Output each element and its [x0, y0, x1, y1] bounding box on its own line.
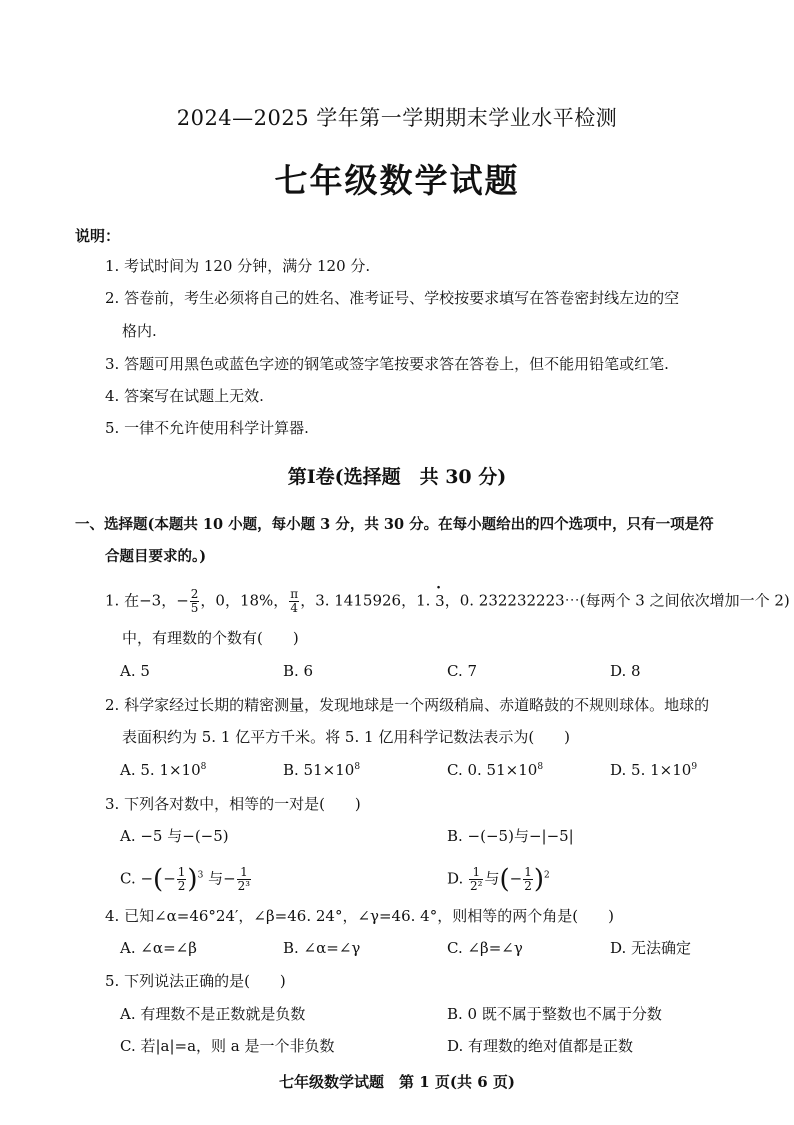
fraction: [523, 866, 533, 893]
option-c: C. 7: [447, 662, 478, 680]
instruction-item: 2. 答卷前，考生必须将自己的姓名、准考证号、学校按要求填写在答卷密封线左边的空: [105, 289, 680, 307]
fraction-num: 1: [177, 865, 186, 879]
fraction-num: 1: [237, 866, 251, 880]
right-paren: ): [187, 864, 198, 895]
fraction: [289, 588, 299, 615]
exam-title: 七年级数学试题: [274, 161, 520, 200]
instruction-item: 3. 答题可用黑色或蓝色字迹的钢笔或签字笔按要求答在答卷上，但不能用铅笔或红笔.: [105, 355, 669, 373]
question-4-stem: 4. 已知∠α=46°24′，∠β=46. 24°，∠γ=46. 4°，则相等的两个角是( ): [105, 907, 614, 925]
option-a: [120, 760, 206, 780]
left-paren: (: [153, 864, 164, 895]
q1-text: ，3. 1415926，1.: [300, 591, 436, 610]
fraction-num: 2: [190, 587, 199, 601]
fraction-den: 4: [290, 601, 299, 615]
page-footer: 七年级数学试题 第 1 页(共 6 页): [279, 1073, 515, 1091]
fraction-num: π: [290, 587, 299, 601]
option-c: C. ∠β=∠γ: [447, 939, 523, 957]
fraction: [177, 866, 187, 893]
option-d: D. 无法确定: [610, 939, 692, 957]
repeating-digit: · 3: [435, 591, 445, 611]
exponent: 3: [197, 870, 204, 881]
question-2-stem: 2. 科学家经过长期的精密测量，发现地球是一个两级稍扁、赤道略鼓的不规则球体。地球的: [105, 696, 710, 714]
right-paren: ): [533, 864, 545, 895]
exponent: 9: [691, 762, 698, 772]
exponent: 8: [354, 762, 361, 772]
option-c: [447, 760, 543, 780]
question-5-stem: 5. 下列说法正确的是( ): [105, 972, 286, 990]
section-heading: 一、选择题(本题共 10 小题，每小题 3 分，共 30 分。在每小题给出的四个选项中，只有一项是符: [75, 516, 714, 533]
option-b: B. ∠α=∠γ: [283, 939, 361, 957]
instruction-item: 格内.: [122, 322, 157, 340]
option-a: A. 5: [120, 662, 150, 680]
exponent: 8: [537, 762, 544, 772]
fraction-den: 5: [190, 601, 199, 615]
option-c: C. 若|a|=a，则 a 是一个非负数: [120, 1037, 335, 1055]
option-text: C. 0. 51×10: [447, 761, 538, 779]
option-text: A. 5. 1×10: [120, 761, 201, 779]
option-d: [610, 760, 697, 780]
instruction-item: 5. 一律不允许使用科学计算器.: [105, 419, 309, 437]
instructions-label: 说明：: [75, 227, 121, 245]
exam-header: 2024—2025 学年第一学期期末学业水平检测: [176, 106, 618, 130]
instruction-item: 1. 考试时间为 120 分钟，满分 120 分.: [105, 257, 371, 275]
fraction: [469, 866, 483, 893]
fraction-den: 2²: [470, 879, 483, 893]
option-a: A. 有理数不是正数就是负数: [120, 1005, 306, 1023]
fraction-num: 1: [469, 866, 483, 880]
q1-text: ，0. 232232223⋯(每两个 3 之间依次增加一个 2): [444, 591, 790, 610]
option-text: 与: [484, 869, 500, 888]
part-title: 第Ⅰ卷(选择题 共 30 分): [287, 466, 507, 488]
option-a: A. ∠α=∠β: [120, 939, 197, 957]
option-text: D. 5. 1×10: [610, 761, 692, 779]
option-d: [447, 866, 550, 893]
option-text: −: [509, 869, 523, 888]
option-c: [120, 866, 252, 893]
question-1-stem-cont: 中，有理数的个数有( ): [122, 629, 299, 647]
option-d: D. 8: [610, 662, 641, 680]
option-a: A. −5 与−(−5): [120, 827, 229, 845]
option-b: B. 0 既不属于整数也不属于分数: [447, 1005, 662, 1023]
exponent: 2: [544, 870, 550, 881]
fraction-den: 2³: [237, 879, 251, 893]
left-paren: (: [499, 864, 510, 895]
option-text: C. −: [120, 869, 154, 888]
fraction: [190, 588, 200, 615]
question-3-stem: 3. 下列各对数中，相等的一对是( ): [105, 795, 361, 813]
option-text: B. 51×10: [283, 761, 355, 779]
instruction-item: 4. 答案写在试题上无效.: [105, 387, 264, 405]
exponent: 8: [200, 762, 207, 772]
option-d: D. 有理数的绝对值都是正数: [447, 1037, 634, 1055]
option-text: −: [163, 869, 176, 888]
q1-text: ，0，18%，: [200, 591, 289, 610]
option-b: [283, 760, 360, 780]
section-heading-cont: 合题目要求的。): [105, 548, 207, 565]
fraction-num: 1: [524, 865, 532, 879]
question-2-stem-cont: 表面积约为 5. 1 亿平方千米。将 5. 1 亿用科学记数法表示为( ): [122, 728, 571, 746]
option-b: B. 6: [283, 662, 314, 680]
option-b: B. −(−5)与−|−5|: [447, 827, 574, 845]
fraction-den: 2: [524, 879, 532, 893]
fraction: [237, 866, 251, 893]
question-1-stem: [105, 588, 790, 615]
q1-prefix: 1. 在−3，−: [105, 591, 189, 610]
fraction-den: 2: [177, 879, 186, 893]
option-text: 与−: [203, 869, 236, 888]
option-text: D.: [447, 869, 469, 888]
